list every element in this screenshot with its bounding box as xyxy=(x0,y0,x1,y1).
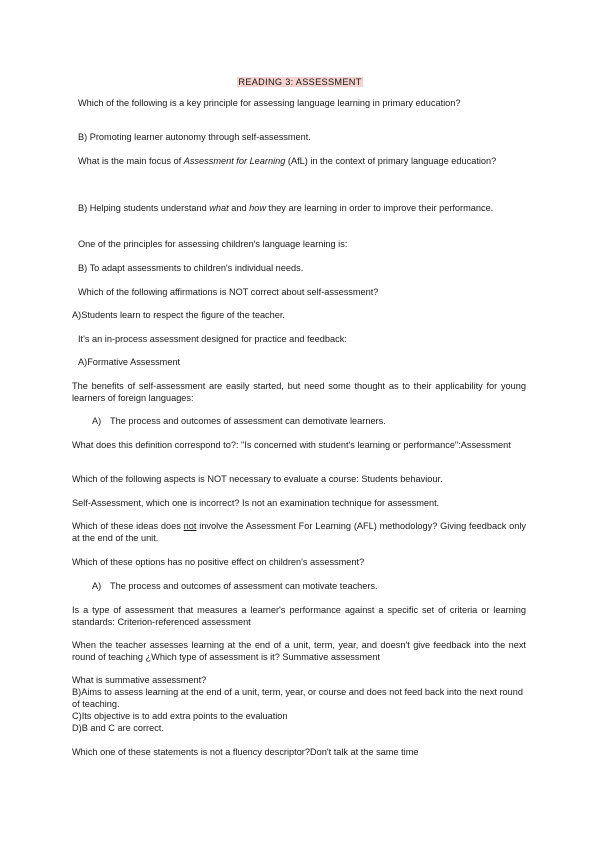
question-self-assessment-incorrect: Self-Assessment, which one is incorrect? Is not an examination technique for assessment. xyxy=(72,498,440,508)
question-key-principle: Which of the following is a key principle for assessing language learning in primary education? xyxy=(78,98,461,108)
page-title xyxy=(0,72,600,90)
answer-in-process: A)Formative Assessment xyxy=(78,357,181,367)
answer-summative-b: B)Aims to assess learning at the end of a unit, term, year, or course and does not feed back into the next round of teaching. xyxy=(72,687,523,709)
question-afl-focus: What is the main focus of Assessment for Learning (AfL) in the context of primary language education? xyxy=(78,156,497,166)
question-self-assessment-not-correct: Which of the following affirmations is NOT correct about self-assessment? xyxy=(78,287,379,297)
question-course-evaluation: Which of the following aspects is NOT necessary to evaluate a course: Students behaviour. xyxy=(72,474,443,484)
question-definition: What does this definition correspond to?: "Is concerned with student's learning or performance":Assessment xyxy=(72,440,511,450)
question-summative-type: When the teacher assesses learning at the end of a unit, term, year, and doesn't give feedback into the next round of teaching ¿Which type of assessment is it? Summative assessment xyxy=(72,640,526,662)
answer-principles: B) To adapt assessments to children's individual needs. xyxy=(78,263,304,273)
question-principles: One of the principles for assessing children's language learning is: xyxy=(78,239,348,249)
question-criterion-referenced: Is a type of assessment that measures a learner's performance against a specific set of criteria or learning standards: Criterion-referenced assessment xyxy=(72,605,526,627)
answer-summative-c: C)Its objective is to add extra points to the evaluation xyxy=(72,711,288,721)
answer-no-positive-effect: A) The process and outcomes of assessment can motivate teachers. xyxy=(92,581,378,591)
question-in-process: It's an in-process assessment designed for practice and feedback: xyxy=(78,334,347,344)
answer-self-assessment-not-correct: A)Students learn to respect the figure of the teacher. xyxy=(72,310,285,320)
question-benefits: The benefits of self-assessment are easily started, but need some thought as to their applicability for young learners of foreign languages: xyxy=(72,381,526,403)
question-what-is-summative: What is summative assessment? xyxy=(72,675,207,685)
question-afl-methodology: Which of these ideas does not involve the Assessment For Learning (AFL) methodology? Giving feedback only at the end of the unit. xyxy=(72,521,526,543)
question-no-positive-effect: Which of these options has no positive effect on children's assessment? xyxy=(72,557,365,567)
answer-benefits: A) The process and outcomes of assessment can demotivate learners. xyxy=(92,416,386,426)
title-text: READING 3: ASSESSMENT xyxy=(238,77,362,87)
answer-key-principle: B) Promoting learner autonomy through self-assessment. xyxy=(78,132,311,142)
question-fluency-descriptor: Which one of these statements is not a fluency descriptor?Don't talk at the same time xyxy=(72,747,419,757)
answer-summative-d: D)B and C are correct. xyxy=(72,723,164,733)
answer-afl-focus: B) Helping students understand what and how they are learning in order to improve their performance. xyxy=(78,203,494,213)
